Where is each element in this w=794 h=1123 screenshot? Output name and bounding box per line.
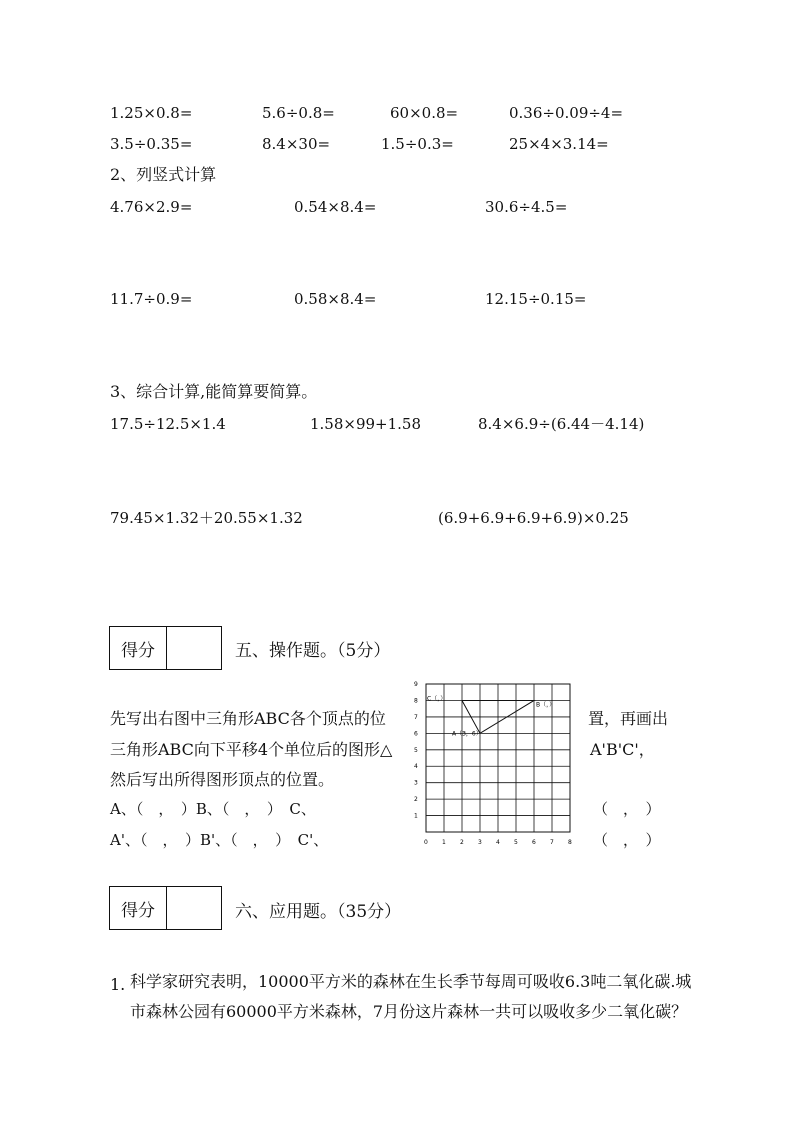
question-1-line1: 科学家研究表明，10000平方米的森林在生长季节每周可吸收6.3吨二氧化碳.城	[130, 972, 692, 991]
oral-calc-5: 3.5÷0.35=	[110, 135, 193, 153]
section5-title: 五、操作题。（5分）	[235, 641, 391, 661]
y-tick-label: 7	[414, 713, 418, 721]
x-tick-label: 2	[460, 839, 464, 846]
y-tick-label: 3	[414, 779, 418, 787]
oral-calc-8: 25×4×3.14=	[509, 135, 609, 153]
answer-row-2-right[interactable]: （ ， ）	[593, 831, 661, 849]
section5-line1: 先写出右图中三角形ABC各个顶点的位	[110, 709, 386, 728]
label-b: B（，）	[536, 701, 556, 709]
label-c: C（，）	[427, 695, 447, 703]
section5-line3: 然后写出所得图形顶点的位置。	[110, 770, 335, 789]
oral-calc-3: 60×0.8=	[390, 104, 459, 122]
answer-row-1[interactable]: A、（ ， ）B、（ ， ） C、	[110, 800, 316, 818]
y-tick-labels	[414, 681, 418, 820]
x-tick-label: 3	[478, 839, 482, 846]
section5-line2: 三角形ABC向下平移4个单位后的图形△	[110, 740, 393, 759]
score-label: 得分	[110, 627, 167, 669]
y-tick-label: 8	[414, 697, 418, 705]
mixed-calc-1: 17.5÷12.5×1.4	[110, 415, 226, 433]
y-tick-label: 1	[414, 812, 418, 820]
oral-calc-1: 1.25×0.8=	[110, 104, 193, 122]
section5-line1-end: 置，再画出	[588, 709, 669, 728]
mixed-calc-4: 79.45×1.32＋20.55×1.32	[110, 509, 303, 527]
section5-line2-end: A'B'C'，	[590, 740, 655, 759]
x-tick-label: 8	[568, 839, 572, 846]
x-tick-labels	[424, 839, 572, 846]
mixed-calc-title: 3、综合计算,能简算要简算。	[110, 382, 318, 401]
score-label: 得分	[110, 887, 167, 929]
score-blank[interactable]	[167, 627, 221, 669]
vertical-calc-6: 12.15÷0.15=	[485, 290, 587, 308]
y-tick-label: 5	[414, 746, 418, 754]
oral-calc-6: 8.4×30=	[262, 135, 331, 153]
vertical-calc-title: 2、列竖式计算	[110, 165, 217, 184]
coordinate-grid	[410, 680, 580, 850]
vertical-calc-2: 0.54×8.4=	[294, 198, 377, 216]
vertical-calc-4: 11.7÷0.9=	[110, 290, 193, 308]
y-tick-label: 4	[414, 763, 418, 771]
y-tick-label: 6	[414, 730, 418, 738]
answer-row-2[interactable]: A'、（ ， ）B'、（ ， ） C'、	[110, 831, 329, 849]
y-tick-label: 9	[414, 681, 418, 689]
score-box-5	[109, 626, 222, 670]
label-a: A（3，6）	[452, 730, 482, 738]
section6-title: 六、应用题。（35分）	[235, 902, 402, 922]
x-tick-label: 6	[532, 839, 536, 846]
x-tick-label: 7	[550, 839, 554, 846]
vertical-calc-3: 30.6÷4.5=	[485, 198, 568, 216]
oral-calc-4: 0.36÷0.09÷4=	[509, 104, 624, 122]
x-tick-label: 0	[424, 839, 428, 846]
mixed-calc-5: (6.9+6.9+6.9+6.9)×0.25	[438, 509, 629, 527]
x-tick-label: 4	[496, 839, 500, 846]
score-blank[interactable]	[167, 887, 221, 929]
answer-row-1-right[interactable]: （ ， ）	[593, 800, 661, 818]
score-box-6	[109, 886, 222, 930]
y-tick-label: 2	[414, 796, 418, 804]
question-1-number: 1.	[110, 975, 126, 994]
question-1-line2: 市森林公园有60000平方米森林，7月份这片森林一共可以吸收多少二氧化碳？	[130, 1002, 688, 1021]
vertical-calc-5: 0.58×8.4=	[294, 290, 377, 308]
oral-calc-7: 1.5÷0.3=	[381, 135, 454, 153]
vertical-calc-1: 4.76×2.9=	[110, 198, 193, 216]
mixed-calc-2: 1.58×99+1.58	[310, 415, 422, 433]
oral-calc-2: 5.6÷0.8=	[262, 104, 335, 122]
x-tick-label: 5	[514, 839, 518, 846]
x-tick-label: 1	[442, 839, 446, 846]
mixed-calc-3: 8.4×6.9÷(6.44－4.14)	[478, 415, 645, 433]
